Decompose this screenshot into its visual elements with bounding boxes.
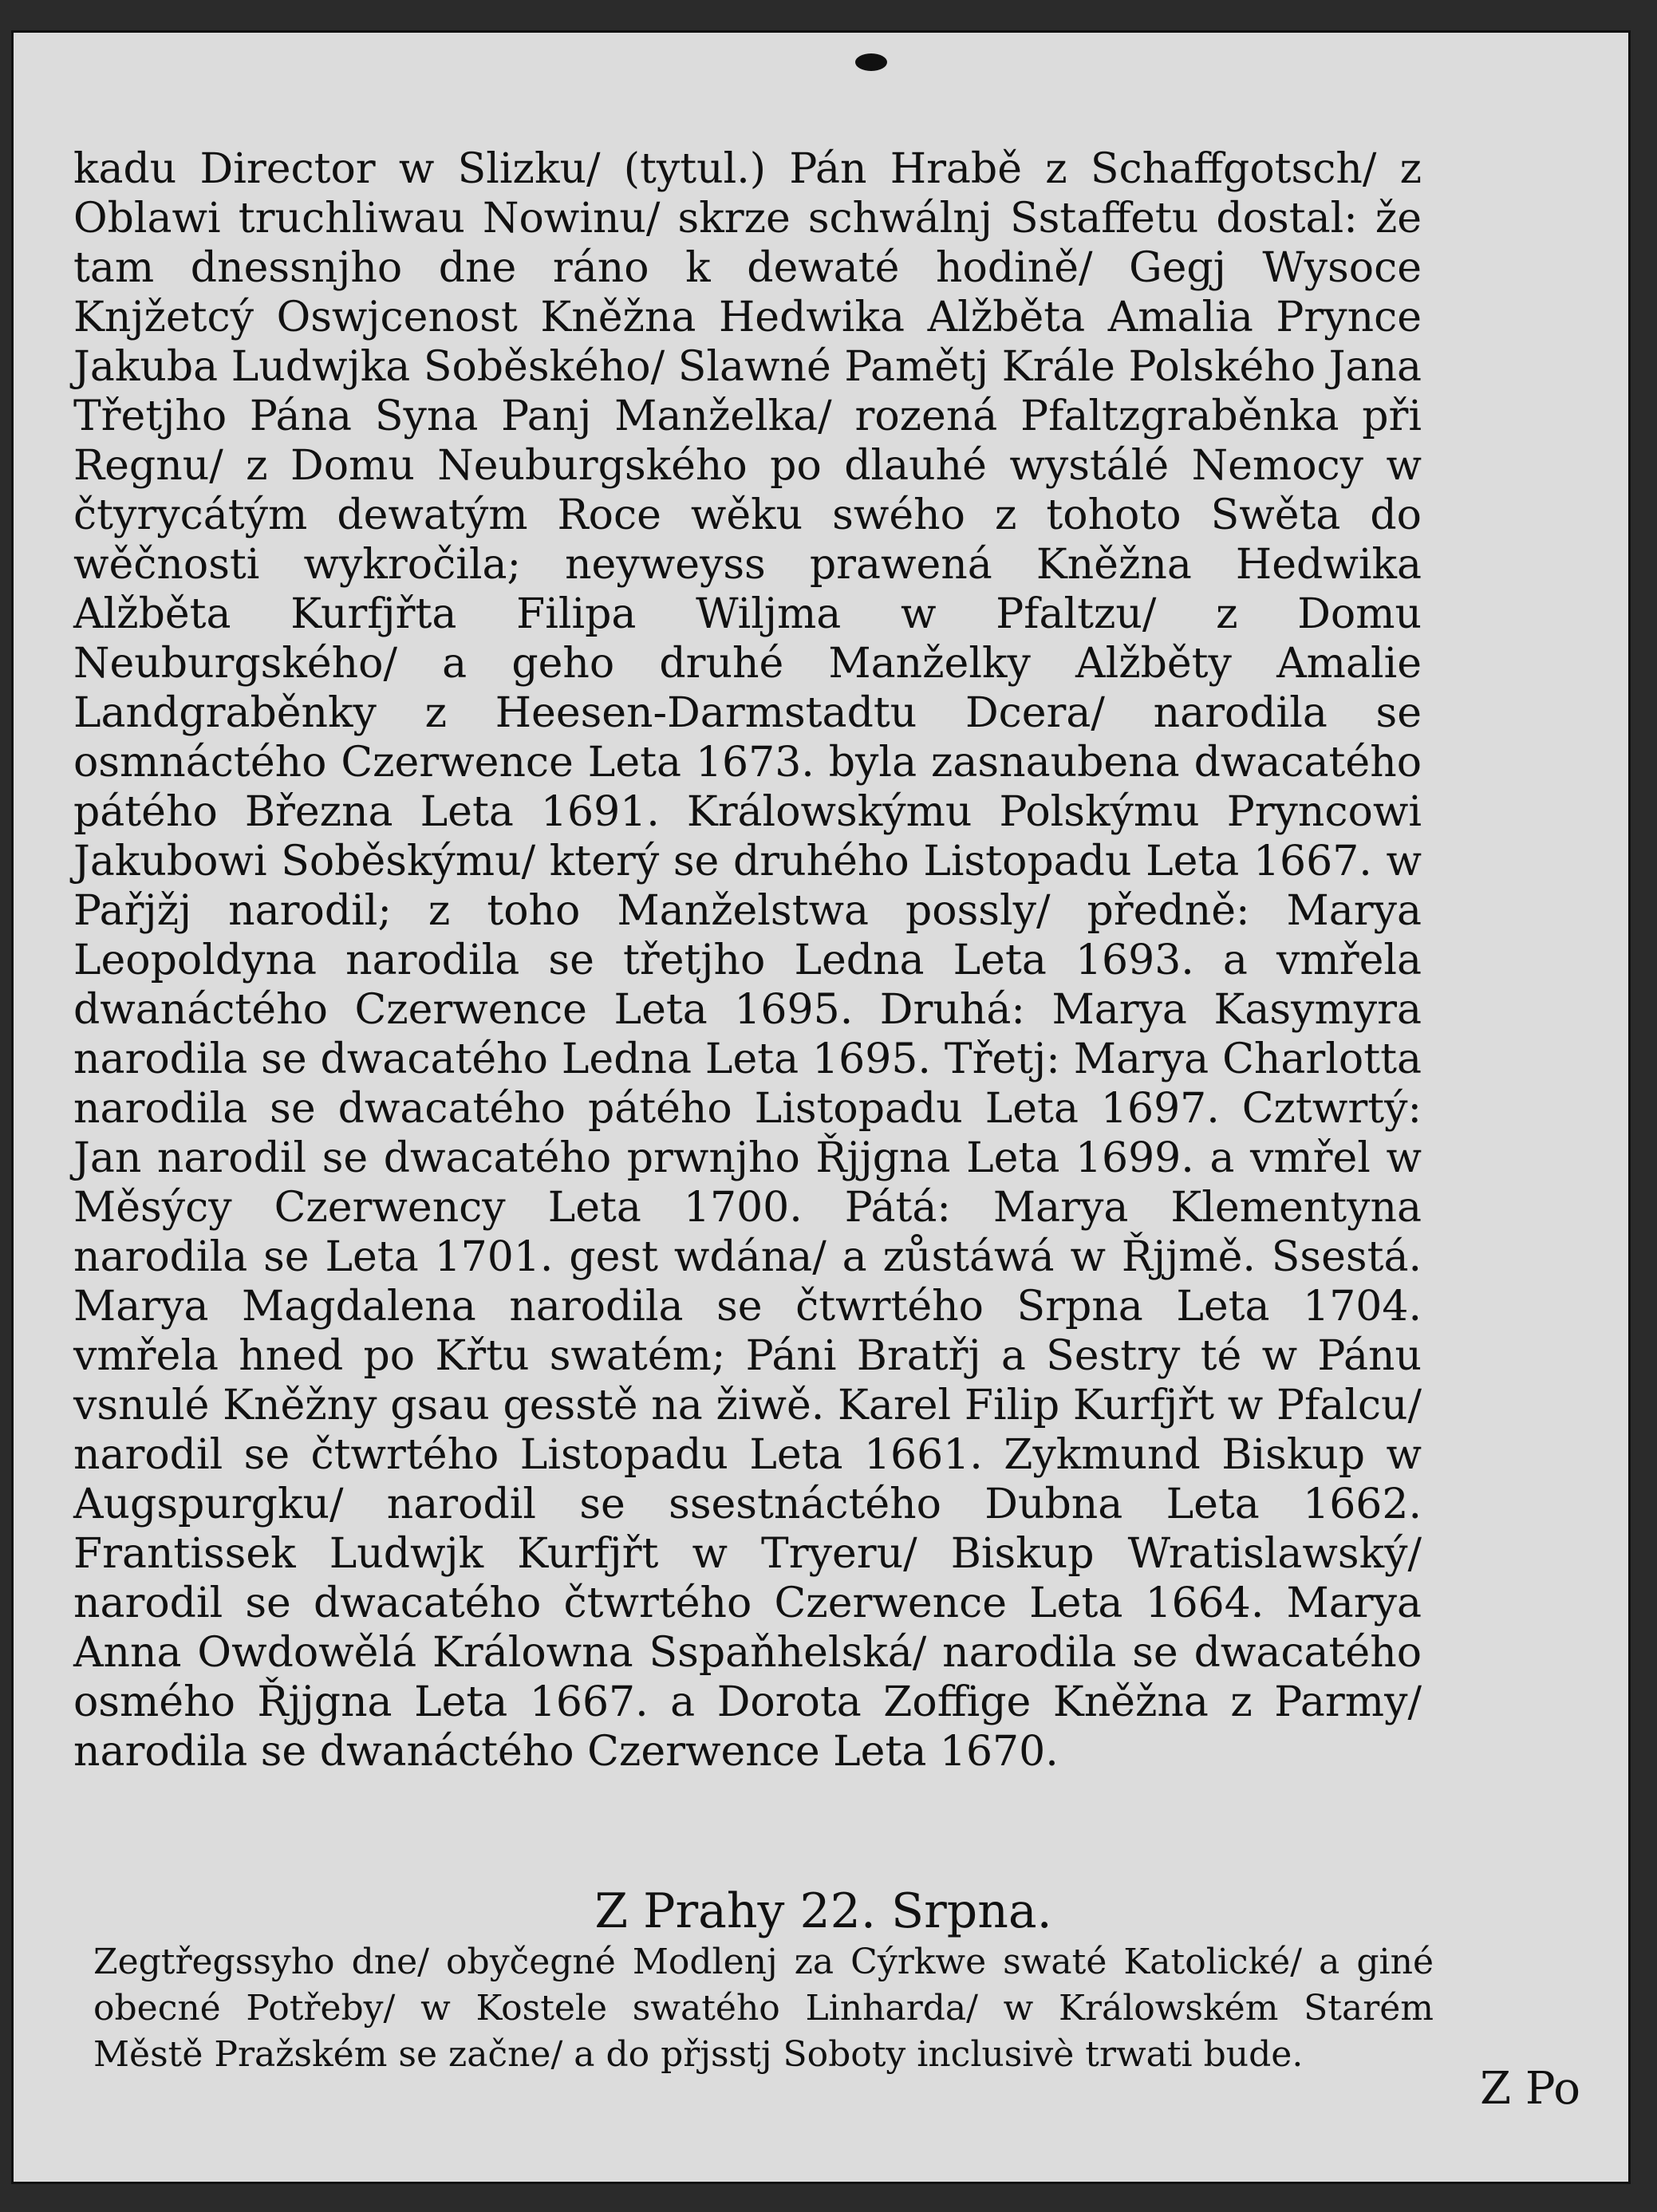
- catchword: Z Po: [1480, 2063, 1580, 2115]
- document-page: [11, 30, 1631, 2184]
- main-text-block: kadu Director w Slizku/ (tytul.) Pán Hrabě z Schaffgotsch/ z Oblawi truchliwau Nowinu/ skrze schwálnj Sstaffetu dostal: že tam dnessnjho dne ráno k dewaté hodině/ Gegj Wysoce Knjžetcý Oswjcenost Kněžna Hedwika Alžběta Amalia Prynce Jakuba Ludwjka Soběského/ Slawné Pamětj Krále Polského Jana Třetjho Pána Syna Panj Manželka/ rozená Pfaltzgraběnka při Regnu/ z Domu Neuburgského po dlauhé wystálé Nemocy w čtyrycátým dewatým Roce wěku swého z tohoto Swěta do wěčnosti wykročila; neyweyss prawená Kněžna Hedwika Alžběta Kurfjřta Filipa Wiljma w Pfaltzu/ z Domu Neuburgského/ a geho druhé Manželky Alžběty Amalie Landgraběnky z Heesen-Darmstadtu Dcera/ narodila se osmnáctého Czerwence Leta 1673. byla zasnaubena dwacatého pátého Března Leta 1691. Králowskýmu Polskýmu Pryncowi Jakubowi Soběskýmu/ který se druhého Listopadu Leta 1667. w Pařjžj narodil; z toho Manželstwa possly/ předně: Marya Leopoldyna narodila se třetjho Ledna Leta 1693. a vmřela dwanáctého Czerwence Leta 1695. Druhá: Marya Kasymyra narodila se dwacatého Ledna Leta 1695. Třetj: Marya Charlotta narodila se dwacatého pátého Listopadu Leta 1697. Cztwrtý: Jan narodil se dwacatého prwnjho Řjjgna Leta 1699. a vmřel w Měsýcy Czerwency Leta 1700. Pátá: Marya Klementyna narodila se Leta 1701. gest wdána/ a zůstáwá w Řjjmě. Ssestá. Marya Magdalena narodila se čtwrtého Srpna Leta 1704. vmřela hned po Křtu swatém; Páni Bratřj a Sestry té w Pánu vsnulé Kněžny gsau gesstě na žiwě. Karel Filip Kurfjřt w Pfalcu/ narodil se čtwrtého Listopadu Leta 1661. Zykmund Biskup w Augspurgku/ narodil se ssestnáctého Dubna Leta 1662. Frantissek Ludwjk Kurfjřt w Tryeru/ Biskup Wratislawský/ narodil se dwacatého čtwrtého Czerwence Leta 1664. Marya Anna Owdowělá Králowna Sspaňhelská/ narodila se dwacatého osmého Řjjgna Leta 1667. a Dorota Zoffige Kněžna z Parmy/ narodila se dwanáctého Czerwence Leta 1670.: [73, 145, 1422, 1776]
- ink-blot: [855, 53, 887, 71]
- notice-paragraph: Zegtřegssyho dne/ obyčegné Modlenj za Cýrkwe swaté Katolické/ a giné obecné Potřeby/ w Kostele swatého Linharda/ w Králowském Starém Městě Pražském se začne/ a do přjsstj Soboty inclusivè trwati bude.: [93, 1942, 1434, 2075]
- section-heading: Z Prahy 22. Srpna.: [594, 1883, 1052, 1939]
